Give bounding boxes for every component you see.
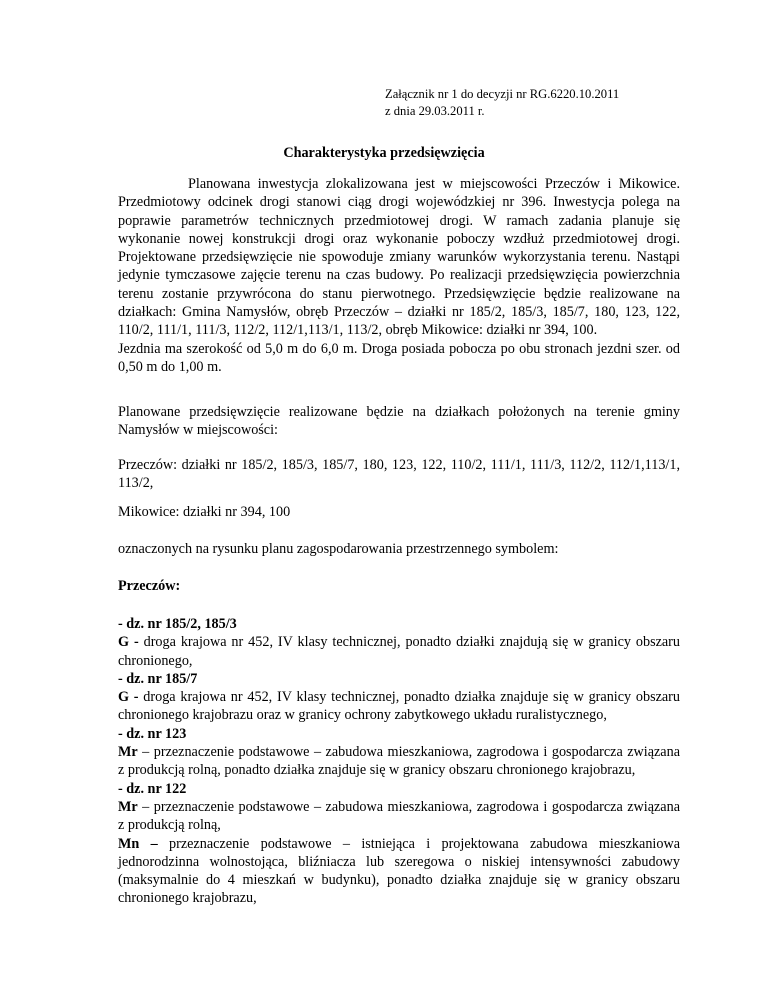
entry-3-dz [118,725,680,743]
road-width-paragraph: Jezdnia ma szerokość od 5,0 m do 6,0 m. Droga posiada pobocza po obu stronach jezdni szer. od 0,50 m do 1,00 m. [118,340,680,375]
mikowice-plots-text: Mikowice: działki nr 394, 100 [118,504,291,520]
entry-2-dz-text: - dz. nr 185/7 [118,670,198,687]
entry-4-desc [118,798,680,835]
plot-entries [118,615,680,908]
entry-4-dz [118,780,680,798]
entry-3-dz-text: - dz. nr 123 [118,725,187,742]
attachment-header [385,86,619,120]
entry-3-text: – przeznaczenie podstawowe – zabudowa mieszkaniowa, zagrodowa i gospodarcza związana z produkcją rolną, ponadto działka znajduje się w granicy obszaru chronionego krajobrazu, [118,744,680,779]
entry-3-desc [118,743,680,780]
attachment-line-1: Załącznik nr 1 do decyzji nr RG.6220.10.2011 [385,87,620,101]
entry-1-dz-text: - dz. nr 185/2, 185/3 [118,616,237,632]
location-intro [118,403,680,440]
entry-1-desc [118,633,680,670]
symbols-intro [118,540,680,558]
entry-3-code: Mr [118,744,138,761]
intro-block [118,175,680,376]
entry-4-dz-text: - dz. nr 122 [118,780,187,797]
entry-mn-desc [118,835,680,908]
entry-1-text: droga krajowa nr 452, IV klasy technicznej, ponadto działki znajdują się w granicy obszaru chronionego, [118,634,681,669]
entry-mn-code: Mn – [118,835,158,852]
document-title: Charakterystyka przedsięwzięcia [283,145,485,161]
entry-2-code: G - [118,689,139,706]
symbols-intro-text: oznaczonych na rysunku planu zagospodarowania przestrzennego symbolem: [118,541,559,557]
section-heading-text: Przeczów: [118,578,181,594]
location-intro-text: Planowane przedsięwzięcie realizowane będzie na działkach położonych na terenie gminy Namysłów w miejscowości: [118,404,680,439]
entry-4-code: Mr [118,798,138,815]
entry-4-text: – przeznaczenie podstawowe – zabudowa mieszkaniowa, zagrodowa i gospodarcza związana z produkcją rolną, [118,798,680,834]
section-heading [118,577,680,595]
entry-2-desc [118,688,680,725]
mikowice-plots [118,503,680,521]
przeczow-plots [118,456,680,493]
entry-mn-text: przeznaczenie podstawowe – istniejąca i projektowana zabudowa mieszkaniowa jednorodzinna wolnostojąca, bliźniacza lub szeregowa o niskiej intensywności zabudowy (maksymalnie do 4 mieszkań w budynku), ponadto działka znajduje się w granicy obszaru chronionego krajobrazu, [118,835,680,907]
entry-1-dz [118,615,680,633]
attachment-date: z dnia 29.03.2011 r. [385,104,485,118]
entry-2-dz [118,670,680,688]
entry-1-code: G - [118,634,139,651]
intro-paragraph: Planowana inwestycja zlokalizowana jest w miejscowości Przeczów i Mikowice. Przedmiotowy odcinek drogi stanowi ciąg drogi wojewódzkiej nr 396. Inwestycja polega na poprawie parametrów technicznych przedmiotowej drogi. W ramach zadania planuje się wykonanie nowej konstrukcji drogi oraz wykonanie poboczy wzdłuż przedmiotowej drogi. Projektowane przedsięwzięcie nie spowoduje zmiany warunków wykorzystania terenu. Nastąpi jedynie tymczasowe zajęcie terenu na czas budowy. Po realizacji przedsięwzięcia powierzchnia terenu zostanie przywrócona do stanu pierwotnego. Przedsięwzięcie będzie realizowane na działkach: Gmina Namysłów, obręb Przeczów – działki nr 185/2, 185/3, 185/7, 180, 123, 122, 110/2, 111/1, 111/3, 112/2, 112/1,113/1, 113/2, obręb Mikowice: działki nr 394, 100. [118,176,680,339]
przeczow-plots-text: Przeczów: działki nr 185/2, 185/3, 185/7, 180, 123, 122, 110/2, 111/1, 111/3, 112/2, 112/1,113/1, 113/2, [118,457,680,492]
entry-2-text: droga krajowa nr 452, IV klasy technicznej, ponadto działka znajduje się w granicy obszaru chronionego krajobrazu oraz w granicy ochrony zabytkowego układu ruralistycznego, [118,689,681,724]
